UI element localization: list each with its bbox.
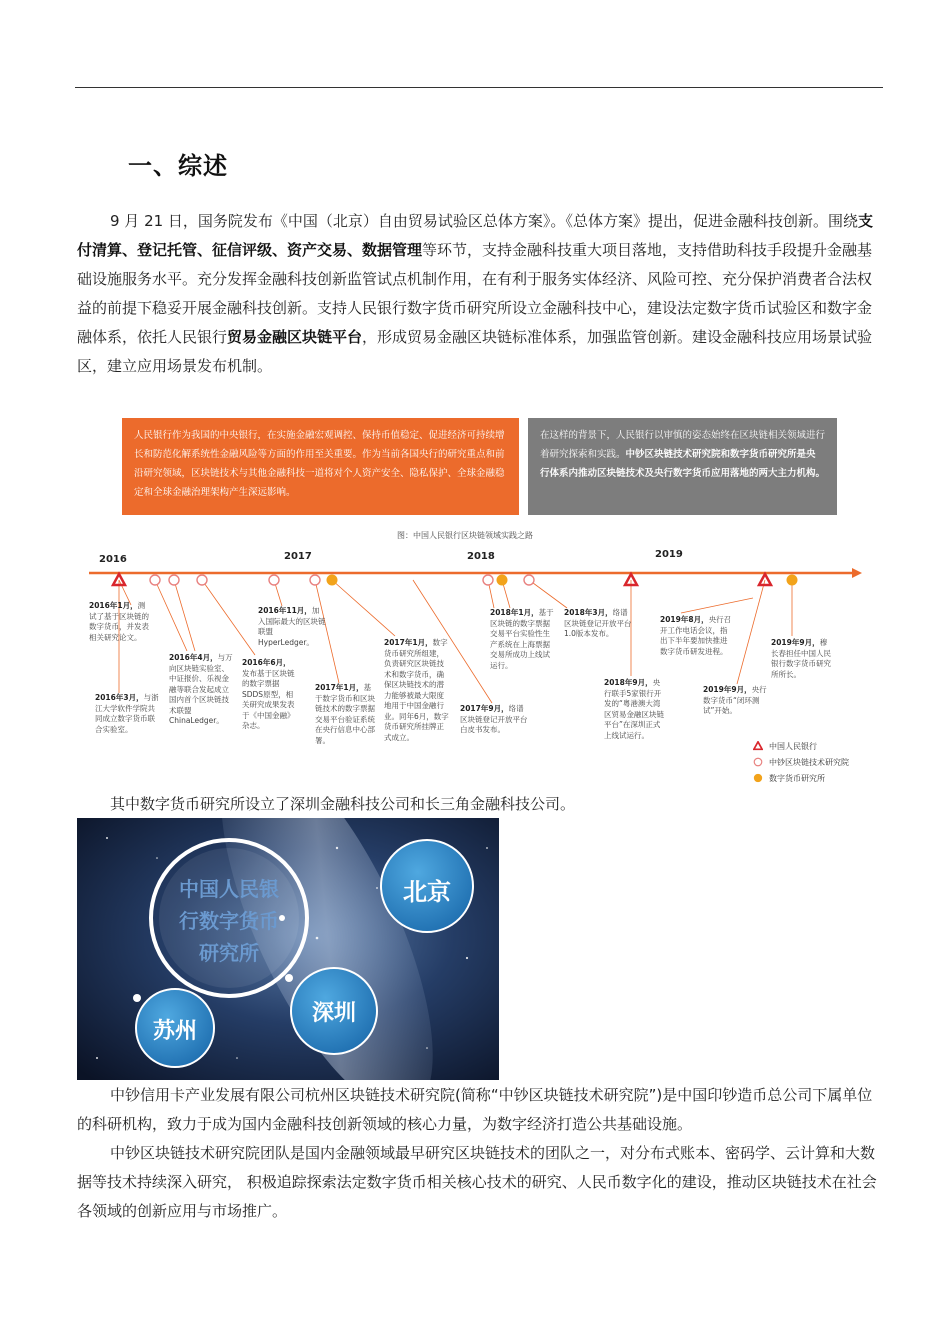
timeline-event: 2017年9月，络谱区块链登记开放平台白皮书发布。	[460, 704, 528, 734]
timeline-event: 2019年9月，穆长春担任中国人民银行数字货币研究所所长。	[771, 638, 831, 679]
institute-icon	[169, 575, 179, 585]
grey-box-bold: 中钞区块链技术研究院和数字货币研究所是央行体系内推动区块链技术及央行数字货币应用落地的两大主力机构。	[540, 449, 826, 479]
cbbri-team-paragraph: 中钞区块链技术研究院团队是国内金融领域最早研究区块链技术的团队之一，对分布式账本、密码学、云计算和大数据等技术持续深入研究， 积极追踪探索法定数字货币相关核心技术的研究、人民币数字化的建设，推动区块链技术在社会各领域的创新应用与市场推广。	[77, 1144, 877, 1220]
timeline-event: 2016年3月，与浙江大学软件学院共同成立数字货币联合实验室。	[95, 693, 159, 734]
para1-part: 等环节，支持金融科技重大项目落地，支持借助科技手段提升金融基础设施服务水平。充分发挥金融科技创新监管试点机制作用，在有利于服务实体经济、风险可控、充分保护消费者合法权益的前提下稳妥开展金融科技创新。支持人民银行数字货币研究所设立金融科技中心，建设法定数字货币试验区和数字金融体系，依托人民银行	[77, 241, 873, 346]
timeline-event: 2019年9月，央行数字货币“闭环测试”开始。	[703, 685, 767, 715]
para1-part: 9 月 21 日，国务院发布《中国（北京）自由贸易试验区总体方案》。《总体方案》提出，促进金融科技创新。围绕	[110, 212, 858, 230]
header-rule	[75, 87, 883, 88]
dci-icon	[787, 575, 798, 586]
timeline-event: 2017年1月，数字货币研究所组建，负责研究区块链技术和数字货币，确保区块链技术的潜力能够被最大限度地用于中国金融行业。同年6月，数字货币研究所挂牌正式成立。	[384, 638, 449, 742]
timeline-event: 2017年1月，基于数字货币和区块链技术的数字票据交易平台验证系统在央行信息中心部署。	[315, 683, 375, 745]
dci-icon	[753, 773, 763, 783]
legend-item: 数字货币研究所	[753, 770, 849, 786]
timeline-event: 2016年11月，加入国际最大的区块链联盟HyperLedger。	[258, 606, 326, 647]
timeline-event: 2018年1月，基于区块链的数字票据交易平台实验性生产系统在上海票据交易所成功上线试运行。	[490, 608, 554, 670]
timeline-figure	[77, 408, 867, 792]
shenzhen-label: 深圳	[311, 1001, 356, 1026]
dci-icon	[327, 575, 338, 586]
timeline-legend	[753, 738, 849, 786]
para1-part: ，形成贸易金融区块链标准体系，加强监管创新。建设金融科技应用场景试验区，建立应用场景发布机制。	[77, 328, 873, 375]
markers-institute	[150, 575, 534, 585]
section-heading: 一、综述	[128, 152, 228, 180]
orange-summary-box: 人民银行作为我国的中央银行，在实施金融宏观调控、保持币值稳定、促进经济可持续增长和防范化解系统性金融风险等方面的作用至关重要。作为当前各国央行的研究重点和前沿研究领域，区块链技术与其他金融科技一道将对个人资产安全、隐私保护、全球金融稳定和全球金融治理架构产生深远影响。	[122, 418, 519, 515]
institute-icon	[269, 575, 279, 585]
year-label: 2018	[467, 551, 495, 562]
cbbri-intro-paragraph: 中钞信用卡产业发展有限公司杭州区块链技术研究院(简称“中钞区块链技术研究院”)是中国印钞造币总公司下属单位的科研机构，致力于成为国内金融科技创新领域的核心力量，为数字经济打造公共基础设施。	[77, 1086, 873, 1133]
beijing-label: 北京	[403, 878, 451, 906]
institute-icon	[197, 575, 207, 585]
para1-bold: 贸易金融区块链平台	[227, 328, 363, 346]
timeline-event: 2018年9月，央行联手5家银行开发的“粤港澳大湾区贸易金融区块链平台”在深圳正式上线试运行。	[604, 678, 664, 740]
year-label: 2016	[99, 554, 127, 565]
institute-icon	[524, 575, 534, 585]
timeline-event: 2016年4月，与万向区块链实验室、中证报价、乐视金融等联合发起成立国内首个区块链技术联盟ChinaLedger。	[169, 653, 233, 725]
suzhou-label: 苏州	[152, 1019, 197, 1044]
timeline-event: 2019年8月，央行召开工作电话会议，指出下半年要加快推进数字货币研发进程。	[660, 615, 732, 656]
markers-dci	[327, 575, 798, 586]
timeline-event: 2016年1月，测试了基于区块链的数字货币，并发表相关研究论文。	[89, 601, 149, 642]
legend-item: 中钞区块链技术研究院	[753, 754, 849, 770]
bank-icon	[753, 741, 763, 751]
main-bubble-label: 中国人民银 行数字货币 研究所	[179, 877, 279, 965]
figure-caption: 图：中国人民银行区块链领域实践之路	[397, 531, 533, 540]
dci-locations-image	[77, 818, 499, 1080]
para1-bold: 支付清算、登记托管、征信评级、资产交易、数据管理	[77, 212, 873, 259]
grey-box-text: 在这样的背景下，人民银行以审慎的姿态始终在区块链相关领域进行着研究探索和实践。	[540, 430, 826, 460]
timeline-event: 2016年6月，发布基于区块链的数字票据SDDS原型，相关研究成果发表于《中国金融》杂志。	[242, 658, 295, 730]
dci-subsidiaries-paragraph: 其中数字货币研究所设立了深圳金融科技公司和长三角金融科技公司。	[110, 795, 576, 813]
institute-icon	[753, 757, 763, 767]
institute-icon	[150, 575, 160, 585]
dci-icon	[497, 575, 508, 586]
markers-bank	[113, 574, 771, 585]
legend-item: 中国人民银行	[753, 738, 849, 754]
timeline-event: 2018年3月，络谱区块链登记开放平台1.0版本发布。	[564, 608, 632, 638]
year-label: 2017	[284, 551, 312, 562]
intro-paragraph	[77, 207, 883, 381]
institute-icon	[310, 575, 320, 585]
timeline-arrow-icon	[852, 568, 862, 578]
year-label: 2019	[655, 549, 683, 560]
institute-icon	[483, 575, 493, 585]
bank-icon	[759, 574, 771, 585]
